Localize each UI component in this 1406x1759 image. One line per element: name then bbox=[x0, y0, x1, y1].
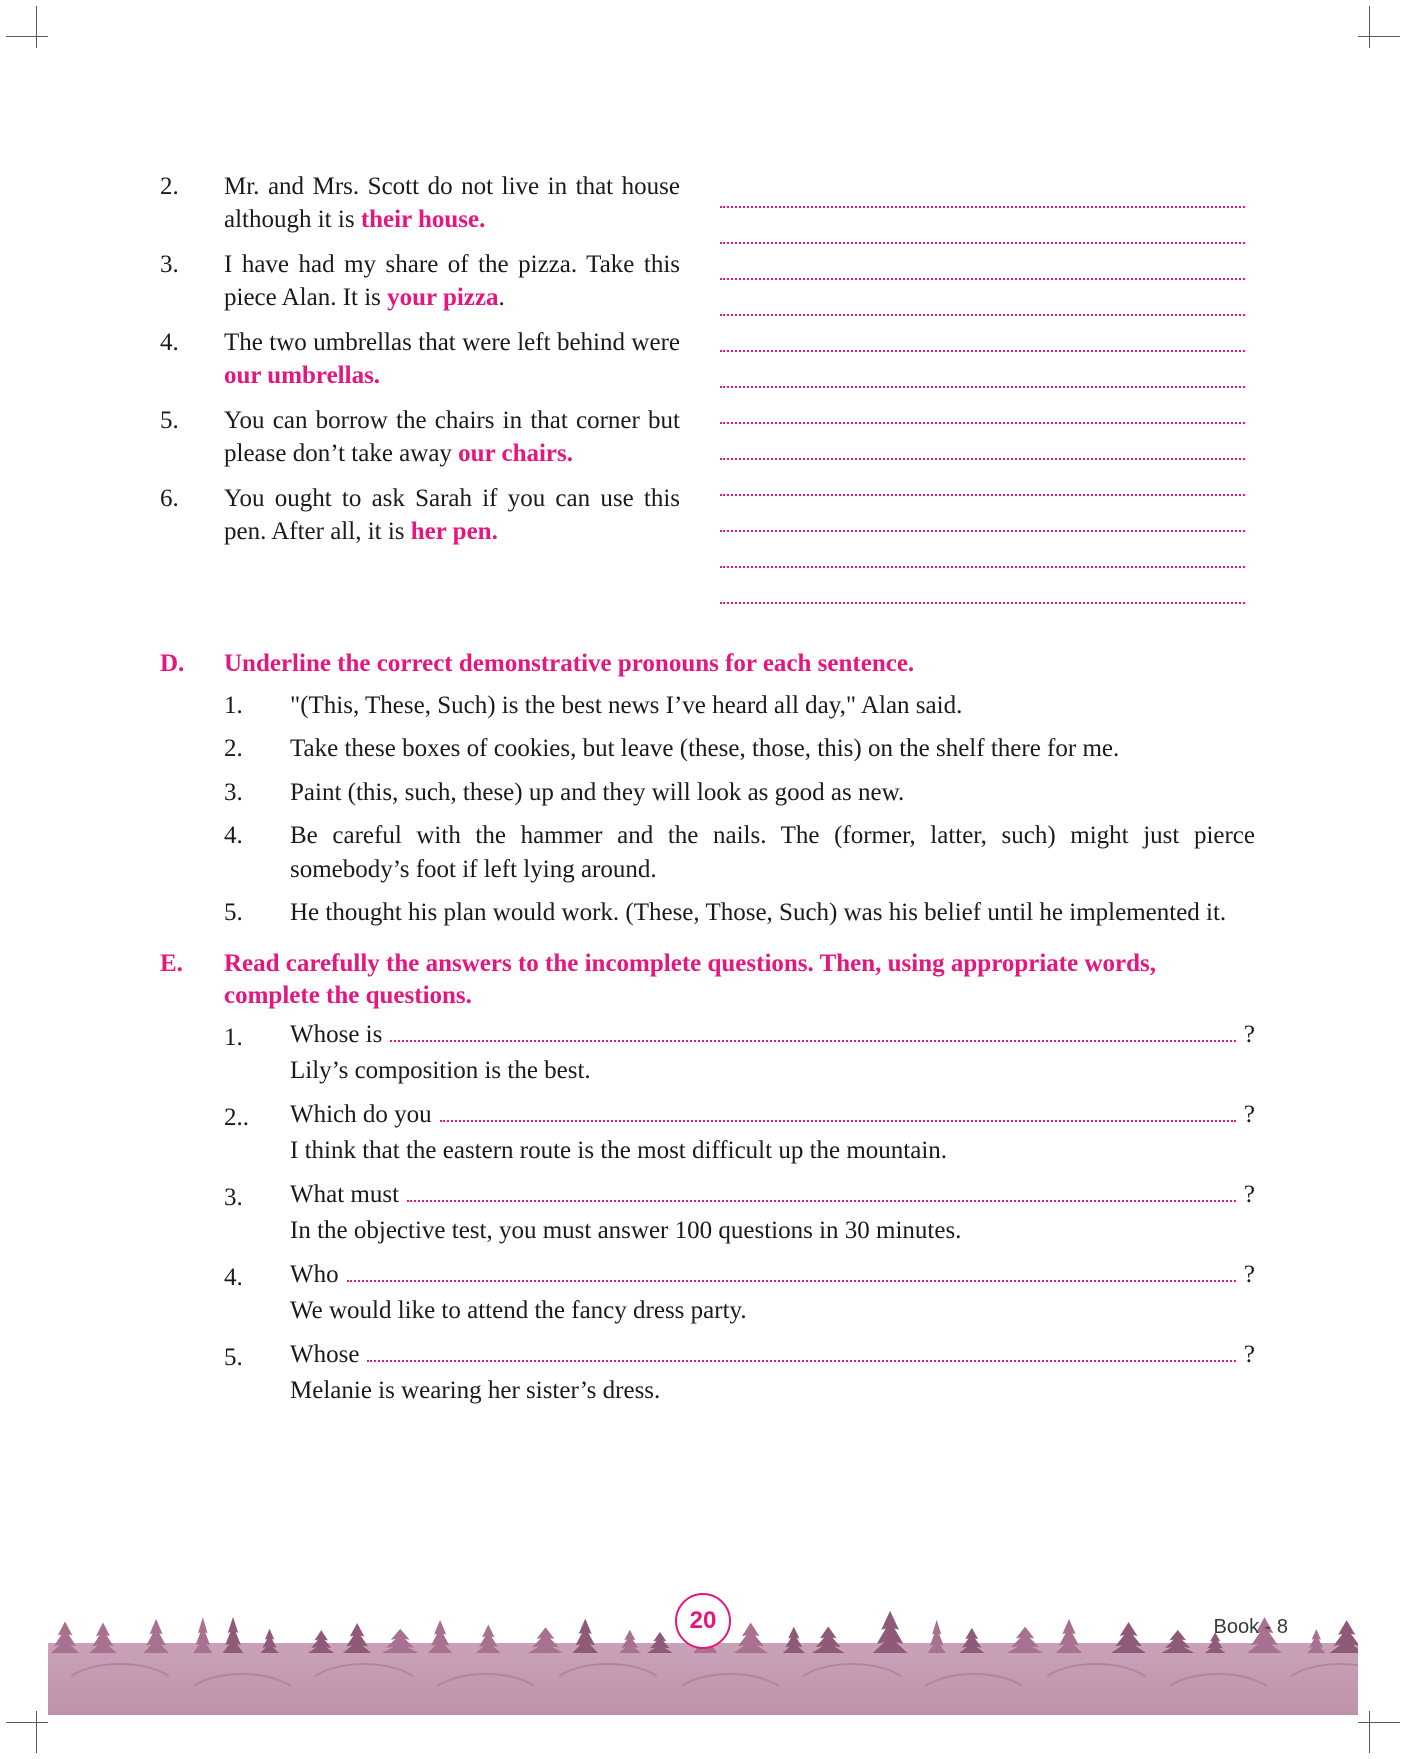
section-d-heading bbox=[160, 648, 1255, 681]
answer-line[interactable] bbox=[720, 280, 1245, 316]
question-fill-line bbox=[290, 1181, 1255, 1209]
section-e-item bbox=[224, 1021, 1255, 1091]
answer-sentence: Melanie is wearing her sister’s dress. bbox=[290, 1376, 661, 1404]
section-e-item bbox=[224, 1261, 1255, 1331]
swirl-decoration bbox=[180, 1673, 304, 1715]
section-e-items bbox=[224, 1021, 1255, 1411]
section-d-title: Underline the correct demonstrative pronouns for each sentence. bbox=[224, 650, 915, 677]
question-blank[interactable] bbox=[390, 1039, 1236, 1042]
top-exercise-item bbox=[160, 326, 680, 392]
page-content bbox=[160, 170, 1255, 1421]
section-d-items bbox=[224, 689, 1255, 930]
top-exercise-item bbox=[160, 404, 680, 470]
item-text: Paint (this, such, these) up and they will look as good as new. bbox=[290, 778, 905, 806]
item-number: 6. bbox=[160, 485, 179, 512]
item-number: 4. bbox=[160, 329, 179, 356]
top-exercise-item bbox=[160, 170, 680, 236]
question-mark: ? bbox=[1243, 1260, 1255, 1288]
answer-line[interactable] bbox=[720, 316, 1245, 352]
answer-sentence: We would like to attend the fancy dress party. bbox=[290, 1296, 747, 1324]
answer-sentence: In the objective test, you must answer 100 questions in 30 minutes. bbox=[290, 1216, 962, 1244]
question-mark: ? bbox=[1243, 1020, 1255, 1048]
answer-lines-column bbox=[720, 172, 1245, 604]
question-lead-text: Whose is bbox=[290, 1020, 383, 1048]
swirl-decoration bbox=[1034, 1663, 1158, 1715]
question-lead-text: What must bbox=[290, 1180, 400, 1208]
answer-line[interactable] bbox=[720, 532, 1245, 568]
answer-line[interactable] bbox=[720, 172, 1245, 208]
section-e-heading bbox=[160, 948, 1255, 1013]
section-e-item bbox=[224, 1341, 1255, 1411]
answer-line[interactable] bbox=[720, 460, 1245, 496]
question-fill-line bbox=[290, 1021, 1255, 1049]
question-mark: ? bbox=[1243, 1100, 1255, 1128]
item-number: 5. bbox=[224, 899, 243, 926]
question-mark: ? bbox=[1243, 1180, 1255, 1208]
question-mark: ? bbox=[1243, 1340, 1255, 1368]
item-number: 1. bbox=[224, 691, 243, 719]
section-d-letter: D. bbox=[160, 650, 185, 677]
section-e-item bbox=[224, 1101, 1255, 1171]
question-fill-line bbox=[290, 1261, 1255, 1289]
swirl-decoration bbox=[302, 1663, 426, 1715]
answer-line[interactable] bbox=[720, 496, 1245, 532]
question-blank[interactable] bbox=[347, 1279, 1236, 1282]
section-e-title: Read carefully the answers to the incomplete questions. Then, using appropriate words, complete the questions. bbox=[224, 949, 1156, 1009]
answer-line[interactable] bbox=[720, 352, 1245, 388]
section-d-item bbox=[224, 819, 1255, 886]
question-blank[interactable] bbox=[407, 1199, 1236, 1202]
section-d-item bbox=[224, 776, 1255, 810]
top-exercise-item bbox=[160, 248, 680, 314]
item-number: 1. bbox=[224, 1023, 243, 1051]
swirl-decoration bbox=[912, 1673, 1036, 1715]
item-text: The two umbrellas that were left behind were our umbrellas. bbox=[224, 329, 680, 389]
answer-line[interactable] bbox=[720, 208, 1245, 244]
item-text: Take these boxes of cookies, but leave (these, those, this) on the shelf there for me. bbox=[290, 735, 1120, 762]
section-e-letter: E. bbox=[160, 949, 183, 977]
swirl-decoration bbox=[1278, 1663, 1358, 1715]
question-fill-line bbox=[290, 1101, 1255, 1129]
section-e bbox=[160, 948, 1255, 1411]
item-number: 2.. bbox=[224, 1103, 249, 1131]
answer-sentence: I think that the eastern route is the most difficult up the mountain. bbox=[290, 1136, 948, 1164]
question-lead-text: Whose bbox=[290, 1340, 360, 1368]
item-text: You can borrow the chairs in that corner but please don’t take away our chairs. bbox=[224, 407, 680, 467]
question-lead-text: Who bbox=[290, 1260, 339, 1288]
item-text: He thought his plan would work. (These, Those, Such) was his belief until he implemented it. bbox=[290, 899, 1227, 926]
item-number: 5. bbox=[160, 407, 179, 434]
item-number: 2. bbox=[224, 735, 243, 762]
item-number: 4. bbox=[224, 1263, 243, 1291]
item-number: 2. bbox=[160, 173, 179, 200]
section-d-item bbox=[224, 689, 1255, 723]
item-text: I have had my share of the pizza. Take this piece Alan. It is your pizza. bbox=[224, 251, 680, 311]
item-number: 4. bbox=[224, 822, 243, 849]
item-text: Mr. and Mrs. Scott do not live in that house although it is their house. bbox=[224, 173, 680, 233]
top-exercise bbox=[160, 170, 1255, 630]
section-d-item bbox=[224, 896, 1255, 930]
top-exercise-items bbox=[160, 170, 680, 548]
question-blank[interactable] bbox=[367, 1359, 1235, 1362]
crop-mark-top-right-vertical bbox=[1369, 6, 1370, 48]
item-number: 3. bbox=[160, 251, 179, 278]
answer-line[interactable] bbox=[720, 568, 1245, 604]
crop-mark-top-right-horizontal bbox=[1358, 36, 1400, 37]
section-e-item bbox=[224, 1181, 1255, 1251]
item-text: You ought to ask Sarah if you can use this pen. After all, it is her pen. bbox=[224, 485, 680, 545]
item-number: 3. bbox=[224, 778, 243, 806]
question-lead-text: Which do you bbox=[290, 1100, 432, 1128]
swirl-decoration bbox=[546, 1663, 670, 1715]
item-number: 5. bbox=[224, 1343, 243, 1371]
section-d bbox=[160, 648, 1255, 930]
answer-sentence: Lily’s composition is the best. bbox=[290, 1056, 591, 1084]
page-number: 20 bbox=[675, 1593, 731, 1649]
swirl-decoration bbox=[790, 1663, 914, 1715]
question-fill-line bbox=[290, 1341, 1255, 1369]
book-label: Book - 8 bbox=[1213, 1616, 1288, 1638]
swirl-decoration bbox=[424, 1673, 548, 1715]
item-text: "(This, These, Such) is the best news I’ve heard all day," Alan said. bbox=[290, 691, 963, 719]
crop-mark-top-left-horizontal bbox=[6, 36, 48, 37]
swirl-decoration bbox=[58, 1663, 182, 1715]
swirl-decoration bbox=[668, 1673, 792, 1715]
answer-line[interactable] bbox=[720, 244, 1245, 280]
top-exercise-item bbox=[160, 482, 680, 548]
crop-mark-top-left-vertical bbox=[36, 6, 37, 48]
question-blank[interactable] bbox=[440, 1119, 1236, 1122]
section-d-item bbox=[224, 732, 1255, 766]
answer-line[interactable] bbox=[720, 424, 1245, 460]
swirl-decoration bbox=[1156, 1673, 1280, 1715]
page-footer bbox=[0, 1609, 1406, 1759]
item-text: Be careful with the hammer and the nails. The (former, latter, such) might just pierce somebody’s foot if left lying around. bbox=[290, 822, 1255, 883]
hill-swirls bbox=[48, 1643, 1358, 1715]
answer-line[interactable] bbox=[720, 388, 1245, 424]
item-number: 3. bbox=[224, 1183, 243, 1211]
